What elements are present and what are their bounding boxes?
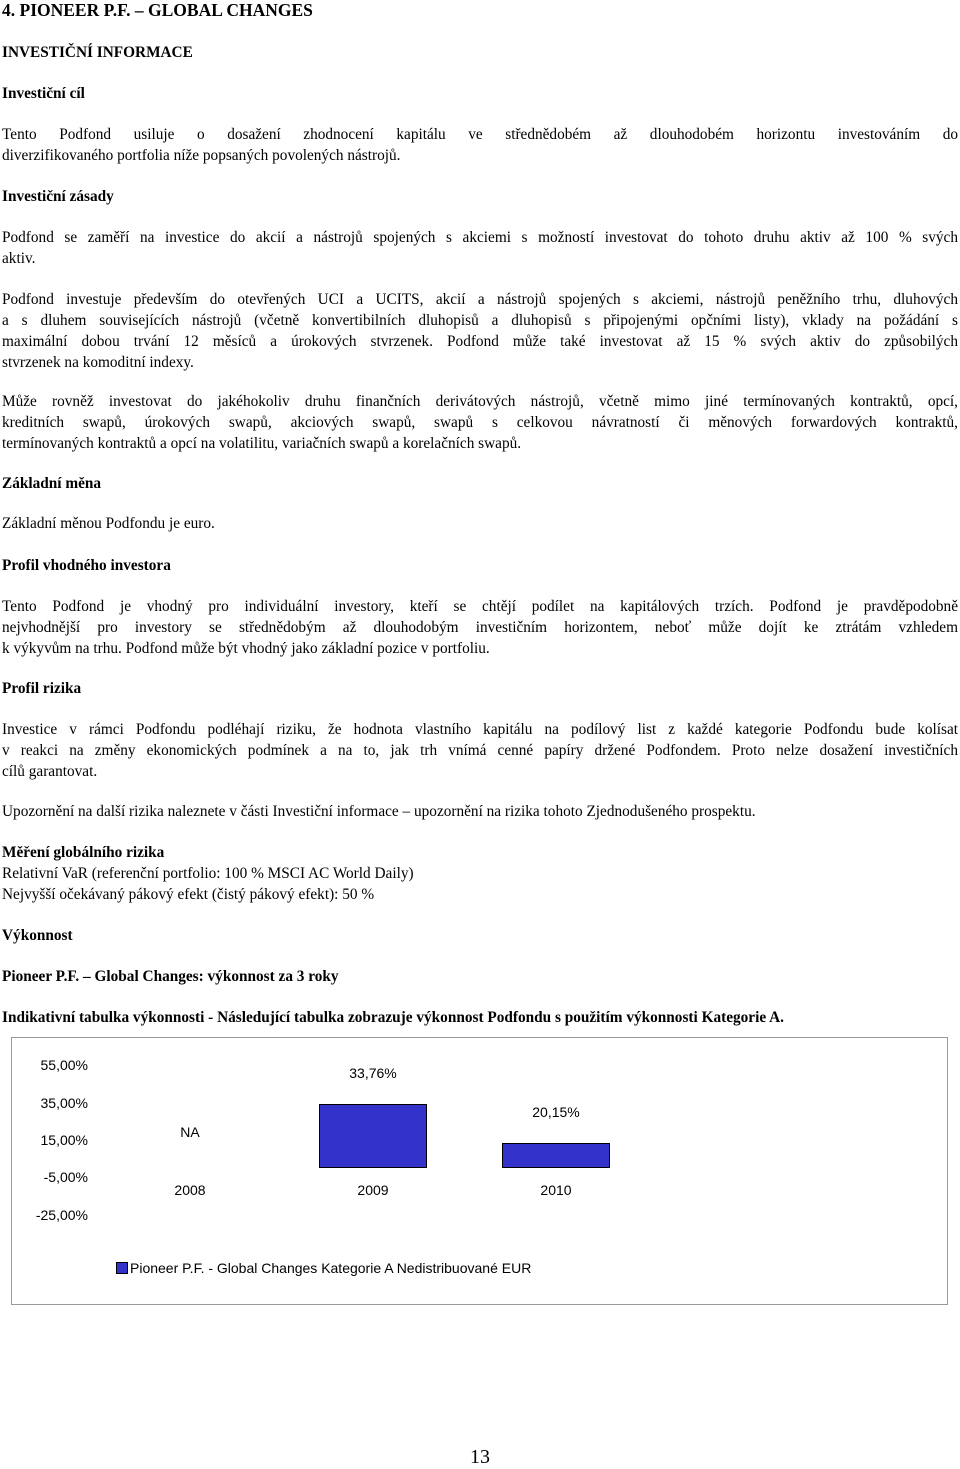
legend-swatch: [116, 1262, 128, 1274]
text-line: Podfond investuje především do otevřených UCI a UCITS, akcií a nástrojů spojených s akciemi, nástrojů peněžního trhu, dluhových: [2, 291, 958, 308]
global-risk-line-2: Nejvyšší očekávaný pákový efekt (čistý pákový efekt): 50 %: [2, 886, 375, 903]
performance-subheading: Pioneer P.F. – Global Changes: výkonnost za 3 roky: [2, 968, 339, 985]
text-line: Může rovněž investovat do jakéhokoliv druhu finančních derivátových nástrojů, včetně mimo jiné termínovaných kontraktů, opcí,: [2, 393, 958, 410]
bar-2009: [319, 1104, 427, 1168]
section-subtitle: INVESTIČNÍ INFORMACE: [2, 44, 193, 61]
x-tick-label-2010: 2010: [540, 1182, 572, 1198]
investment-policy-heading: Investiční zásady: [2, 188, 114, 205]
text-line: aktiv.: [2, 250, 36, 267]
investment-policy-p1: [2, 227, 958, 269]
legend-label: Pioneer P.F. - Global Changes Kategorie A Nedistribuované EUR: [130, 1260, 532, 1276]
x-tick-label-2009: 2009: [357, 1182, 389, 1198]
text-line: nejvhodnější pro investory se střednědobým až dlouhodobým investičním horizontem, neboť může dojít ke ztrátám vzhledem: [2, 619, 958, 636]
text-line: Podfond se zaměří na investice do akcií a nástrojů spojených s akciemi s možností investovat do tohoto druhu aktiv až 100 % svých: [2, 229, 958, 246]
text-line: k výkyvům na trhu. Podfond může být vhodný jako základní pozice v portfoliu.: [2, 640, 490, 657]
risk-profile-heading: Profil rizika: [2, 680, 82, 697]
data-label-2008: NA: [180, 1124, 200, 1140]
page-number: 13: [470, 1446, 490, 1468]
text-line: Tento Podfond usiluje o dosažení zhodnocení kapitálu ve střednědobém až dlouhodobém horizontu investováním do: [2, 126, 958, 143]
text-line: kreditních swapů, úrokových swapů, akciových swapů, swapů s celkovou návratností či měnových forwardových kontraktů,: [2, 414, 958, 431]
y-tick-label: 35,00%: [40, 1095, 88, 1111]
chart-legend: [116, 1260, 531, 1276]
text-line: maximální dobou trvání 12 měsíců a úrokových stvrzenek. Podfond může také investovat až 15 % svých aktiv do způsobilých: [2, 333, 958, 350]
global-risk-line-1: Relativní VaR (referenční portfolio: 100 % MSCI AC World Daily): [2, 865, 414, 882]
base-currency-heading: Základní měna: [2, 475, 102, 492]
data-label-2009: 33,76%: [349, 1065, 397, 1081]
performance-table-intro: Indikativní tabulka výkonnosti - Následující tabulka zobrazuje výkonnost Podfondu s použitím výkonnosti Kategorie A.: [2, 1009, 784, 1026]
y-tick-label: -25,00%: [35, 1207, 88, 1223]
y-tick-label: 55,00%: [40, 1057, 88, 1073]
investment-goal-heading: Investiční cíl: [2, 85, 85, 102]
investor-profile-heading: Profil vhodného investora: [2, 557, 171, 574]
base-currency-text: Základní měnou Podfondu je euro.: [2, 515, 215, 532]
investment-goal-text: [2, 124, 958, 166]
text-line: a s dluhem souvisejících nástrojů (včetně konvertibilních dluhopisů a dluhopisů s připojenými opčními listy), vklady na požádání s: [2, 312, 958, 329]
data-label-2010: 20,15%: [532, 1104, 580, 1120]
risk-profile-p2: Upozornění na další rizika naleznete v části Investiční informace – upozornění na rizika tohoto Zjednodušeného prospektu.: [2, 803, 756, 820]
text-line: stvrzenek na komoditní indexy.: [2, 354, 194, 371]
risk-profile-p1: [2, 719, 958, 782]
x-tick-label-2008: 2008: [174, 1182, 206, 1198]
global-risk-heading: Měření globálního rizika: [2, 844, 165, 861]
performance-heading: Výkonnost: [2, 927, 73, 944]
text-line: diverzifikovaného portfolia níže popsaných povolených nástrojů.: [2, 147, 401, 164]
investor-profile-text: [2, 596, 958, 659]
y-tick-label: 15,00%: [40, 1132, 88, 1148]
investment-policy-p2: [2, 289, 958, 373]
text-line: Tento Podfond je vhodný pro individuální investory, kteří se chtějí podílet na kapitálových trzích. Podfond je pravděpodobně: [2, 598, 958, 615]
text-line: Investice v rámci Podfondu podléhají riziku, že hodnota vlastního kapitálu na podílový list z každé kategorie Podfondu bude kolísat: [2, 721, 958, 738]
text-line: v reakci na změny ekonomických podmínek a na to, jak trh vnímá cenné papíry držené Podfondem. Proto nelze dosažení investičních: [2, 742, 958, 759]
bar-2010: [502, 1143, 610, 1168]
investment-policy-p3: [2, 391, 958, 454]
text-line: termínovaných kontraktů a opcí na volatilitu, variačních swapů a korelačních swapů.: [2, 435, 522, 452]
y-tick-label: -5,00%: [43, 1169, 88, 1185]
text-line: cílů garantovat.: [2, 763, 98, 780]
section-title: 4. PIONEER P.F. – GLOBAL CHANGES: [2, 0, 313, 20]
